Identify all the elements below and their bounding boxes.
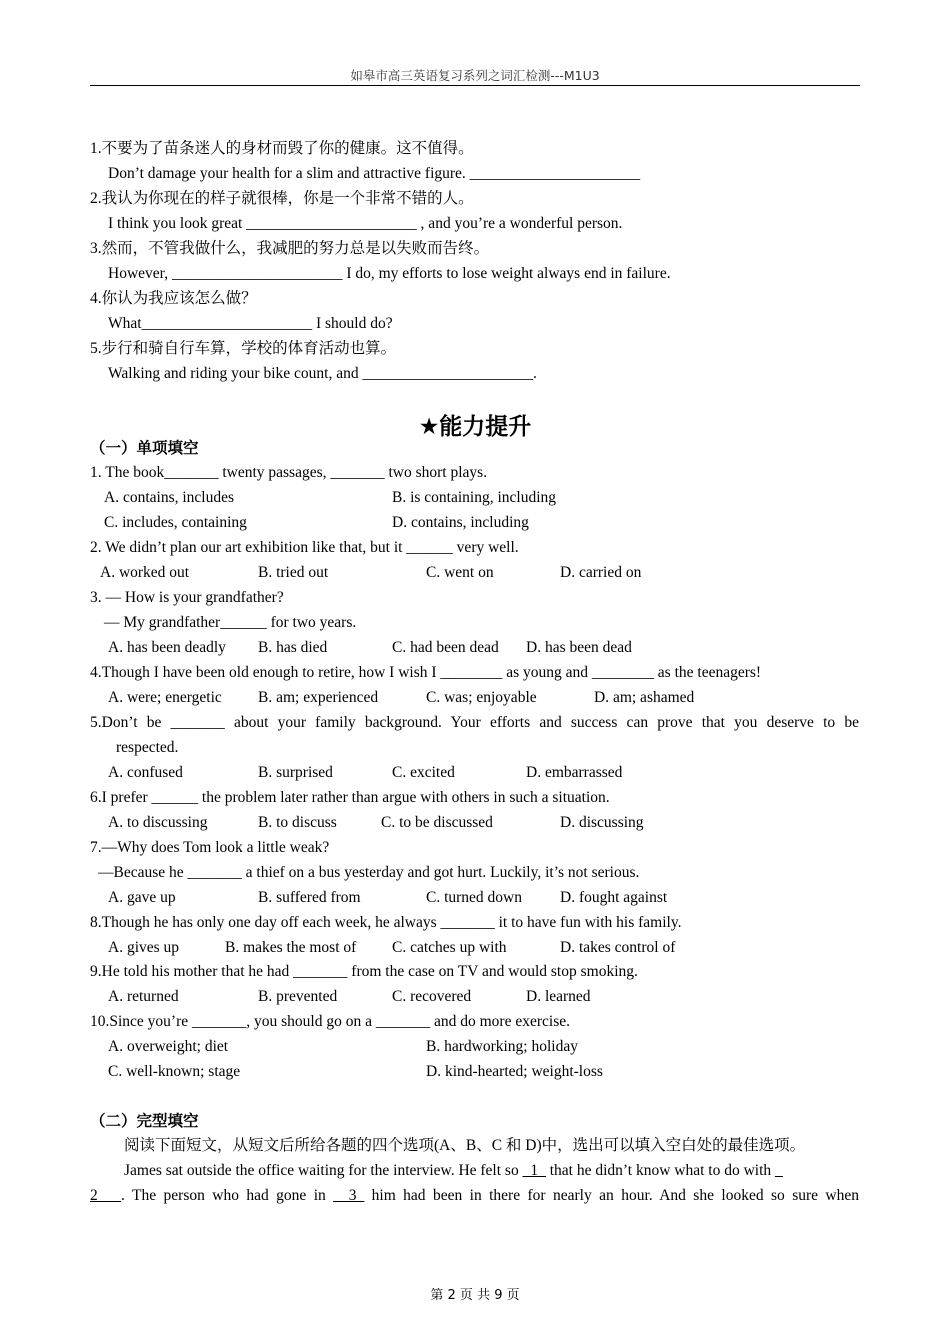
cloze-paragraph-line-2 — [90, 1186, 859, 1206]
question-8-option-c: C. catches up with — [392, 939, 507, 956]
question-5-option-d: D. embarrassed — [526, 764, 623, 781]
question-1-stem: 1. The book_______ twenty passages, _______ two short plays. — [90, 464, 488, 481]
question-10-stem: 10.Since you’re _______, you should go on a _______ and do more exercise. — [90, 1013, 570, 1030]
question-4-stem: 4.Though I have been old enough to retire, how I wish I ________ as young and ________ as the teenagers! — [90, 664, 762, 681]
question-8-option-b: B. makes the most of — [225, 939, 357, 956]
page-footer: 第 2 页 共 9 页 — [430, 1288, 520, 1303]
question-1-option-a: A. contains, includes — [104, 489, 235, 506]
question-4-option-c: C. was; enjoyable — [426, 689, 537, 706]
question-6-option-c: C. to be discussed — [381, 814, 493, 831]
cloze-blank-2: 2___ — [90, 1187, 121, 1204]
cloze-paragraph-line-1 — [124, 1161, 783, 1181]
translation-5-en: Walking and riding your bike count, and ______________________. — [108, 365, 537, 382]
cloze-blank-2: _ — [775, 1162, 783, 1179]
question-10-option-b: B. hardworking; holiday — [426, 1038, 578, 1055]
translation-1-cn: 1.不要为了苗条迷人的身材而毁了你的健康。这不值得。 — [90, 140, 474, 157]
cloze-text: . The person who had gone in — [121, 1187, 334, 1204]
question-6-stem: 6.I prefer ______ the problem later rather than argue with others in such a situation. — [90, 789, 610, 806]
cloze-text: James sat outside the office waiting for the interview. He felt so — [124, 1162, 523, 1179]
cloze-text: that he didn’t know what to do with — [545, 1162, 776, 1179]
question-5-option-b: B. surprised — [258, 764, 333, 781]
part2-title: （二）完型填空 — [90, 1112, 199, 1130]
question-7-option-a: A. gave up — [108, 889, 176, 906]
question-5-stem: 5.Don’t be _______ about your family background. Your efforts and success can prove that you deserve to be — [90, 714, 859, 731]
section-title: ★能力提升 — [418, 414, 532, 440]
question-6-option-d: D. discussing — [560, 814, 644, 831]
question-3-option-b: B. has died — [258, 639, 328, 656]
question-5-option-a: A. confused — [108, 764, 183, 781]
question-7-option-b: B. suffered from — [258, 889, 361, 906]
part1-title: （一）单项填空 — [90, 439, 199, 457]
cloze-instruction: 阅读下面短文，从短文后所给各题的四个选项(A、B、C 和 D)中，选出可以填入空白处的最佳选项。 — [124, 1137, 806, 1154]
question-2-stem: 2. We didn’t plan our art exhibition like that, but it ______ very well. — [90, 539, 519, 556]
translation-3-en: However, ______________________ I do, my efforts to lose weight always end in failure. — [108, 265, 671, 282]
question-3-option-c: C. had been dead — [392, 639, 499, 656]
question-3-option-a: A. has been deadly — [108, 639, 226, 656]
question-7-option-c: C. turned down — [426, 889, 523, 906]
translation-3-cn: 3.然而，不管我做什么，我减肥的努力总是以失败而告终。 — [90, 240, 490, 257]
question-4-option-a: A. were; energetic — [108, 689, 222, 706]
question-4-option-b: B. am; experienced — [258, 689, 379, 706]
question-3-stem2: — My grandfather______ for two years. — [104, 614, 357, 631]
question-2-option-c: C. went on — [426, 564, 494, 581]
question-10-option-d: D. kind-hearted; weight-loss — [426, 1063, 603, 1080]
translation-1-en: Don’t damage your health for a slim and attractive figure. ______________________ — [108, 165, 641, 182]
translation-2-cn: 2.我认为你现在的样子就很棒，你是一个非常不错的人。 — [90, 190, 474, 207]
question-7-stem2: —Because he _______ a thief on a bus yesterday and got hurt. Luckily, it’s not serious. — [98, 864, 640, 881]
question-5-stem2: respected. — [116, 739, 179, 756]
cloze-text: him had been in there for nearly an hour. And she looked so sure when — [364, 1187, 860, 1204]
question-9-option-a: A. returned — [108, 988, 179, 1005]
translation-4-en: What______________________ I should do? — [108, 315, 393, 332]
question-3-stem: 3. — How is your grandfather? — [90, 589, 284, 606]
question-1-option-d: D. contains, including — [392, 514, 529, 531]
cloze-blank-3: __3_ — [333, 1187, 365, 1204]
question-1-option-c: C. includes, containing — [104, 514, 247, 531]
question-1-option-b: B. is containing, including — [392, 489, 557, 506]
question-9-option-b: B. prevented — [258, 988, 338, 1005]
question-8-option-d: D. takes control of — [560, 939, 676, 956]
question-2-option-b: B. tried out — [258, 564, 329, 581]
translation-5-cn: 5.步行和骑自行车算，学校的体育活动也算。 — [90, 340, 397, 357]
translation-2-en: I think you look great ______________________ , and you’re a wonderful person. — [108, 215, 623, 232]
question-9-stem: 9.He told his mother that he had _______ from the case on TV and would stop smoking. — [90, 963, 638, 980]
question-9-option-c: C. recovered — [392, 988, 472, 1005]
question-5-option-c: C. excited — [392, 764, 455, 781]
question-9-option-d: D. learned — [526, 988, 591, 1005]
question-4-option-d: D. am; ashamed — [594, 689, 695, 706]
question-10-option-a: A. overweight; diet — [108, 1038, 229, 1055]
question-8-option-a: A. gives up — [108, 939, 180, 956]
question-6-option-b: B. to discuss — [258, 814, 337, 831]
question-2-option-a: A. worked out — [100, 564, 190, 581]
question-7-option-d: D. fought against — [560, 889, 668, 906]
page-header: 如皋市高三英语复习系列之词汇检测---M1U3 — [90, 66, 860, 86]
question-8-stem: 8.Though he has only one day off each week, he always _______ it to have fun with his family. — [90, 914, 682, 931]
question-3-option-d: D. has been dead — [526, 639, 632, 656]
translation-4-cn: 4.你认为我应该怎么做？ — [90, 290, 257, 307]
question-7-stem: 7.—Why does Tom look a little weak? — [90, 839, 330, 856]
question-2-option-d: D. carried on — [560, 564, 642, 581]
cloze-blank-1: _1_ — [522, 1162, 546, 1179]
question-10-option-c: C. well-known; stage — [108, 1063, 241, 1080]
question-6-option-a: A. to discussing — [108, 814, 208, 831]
